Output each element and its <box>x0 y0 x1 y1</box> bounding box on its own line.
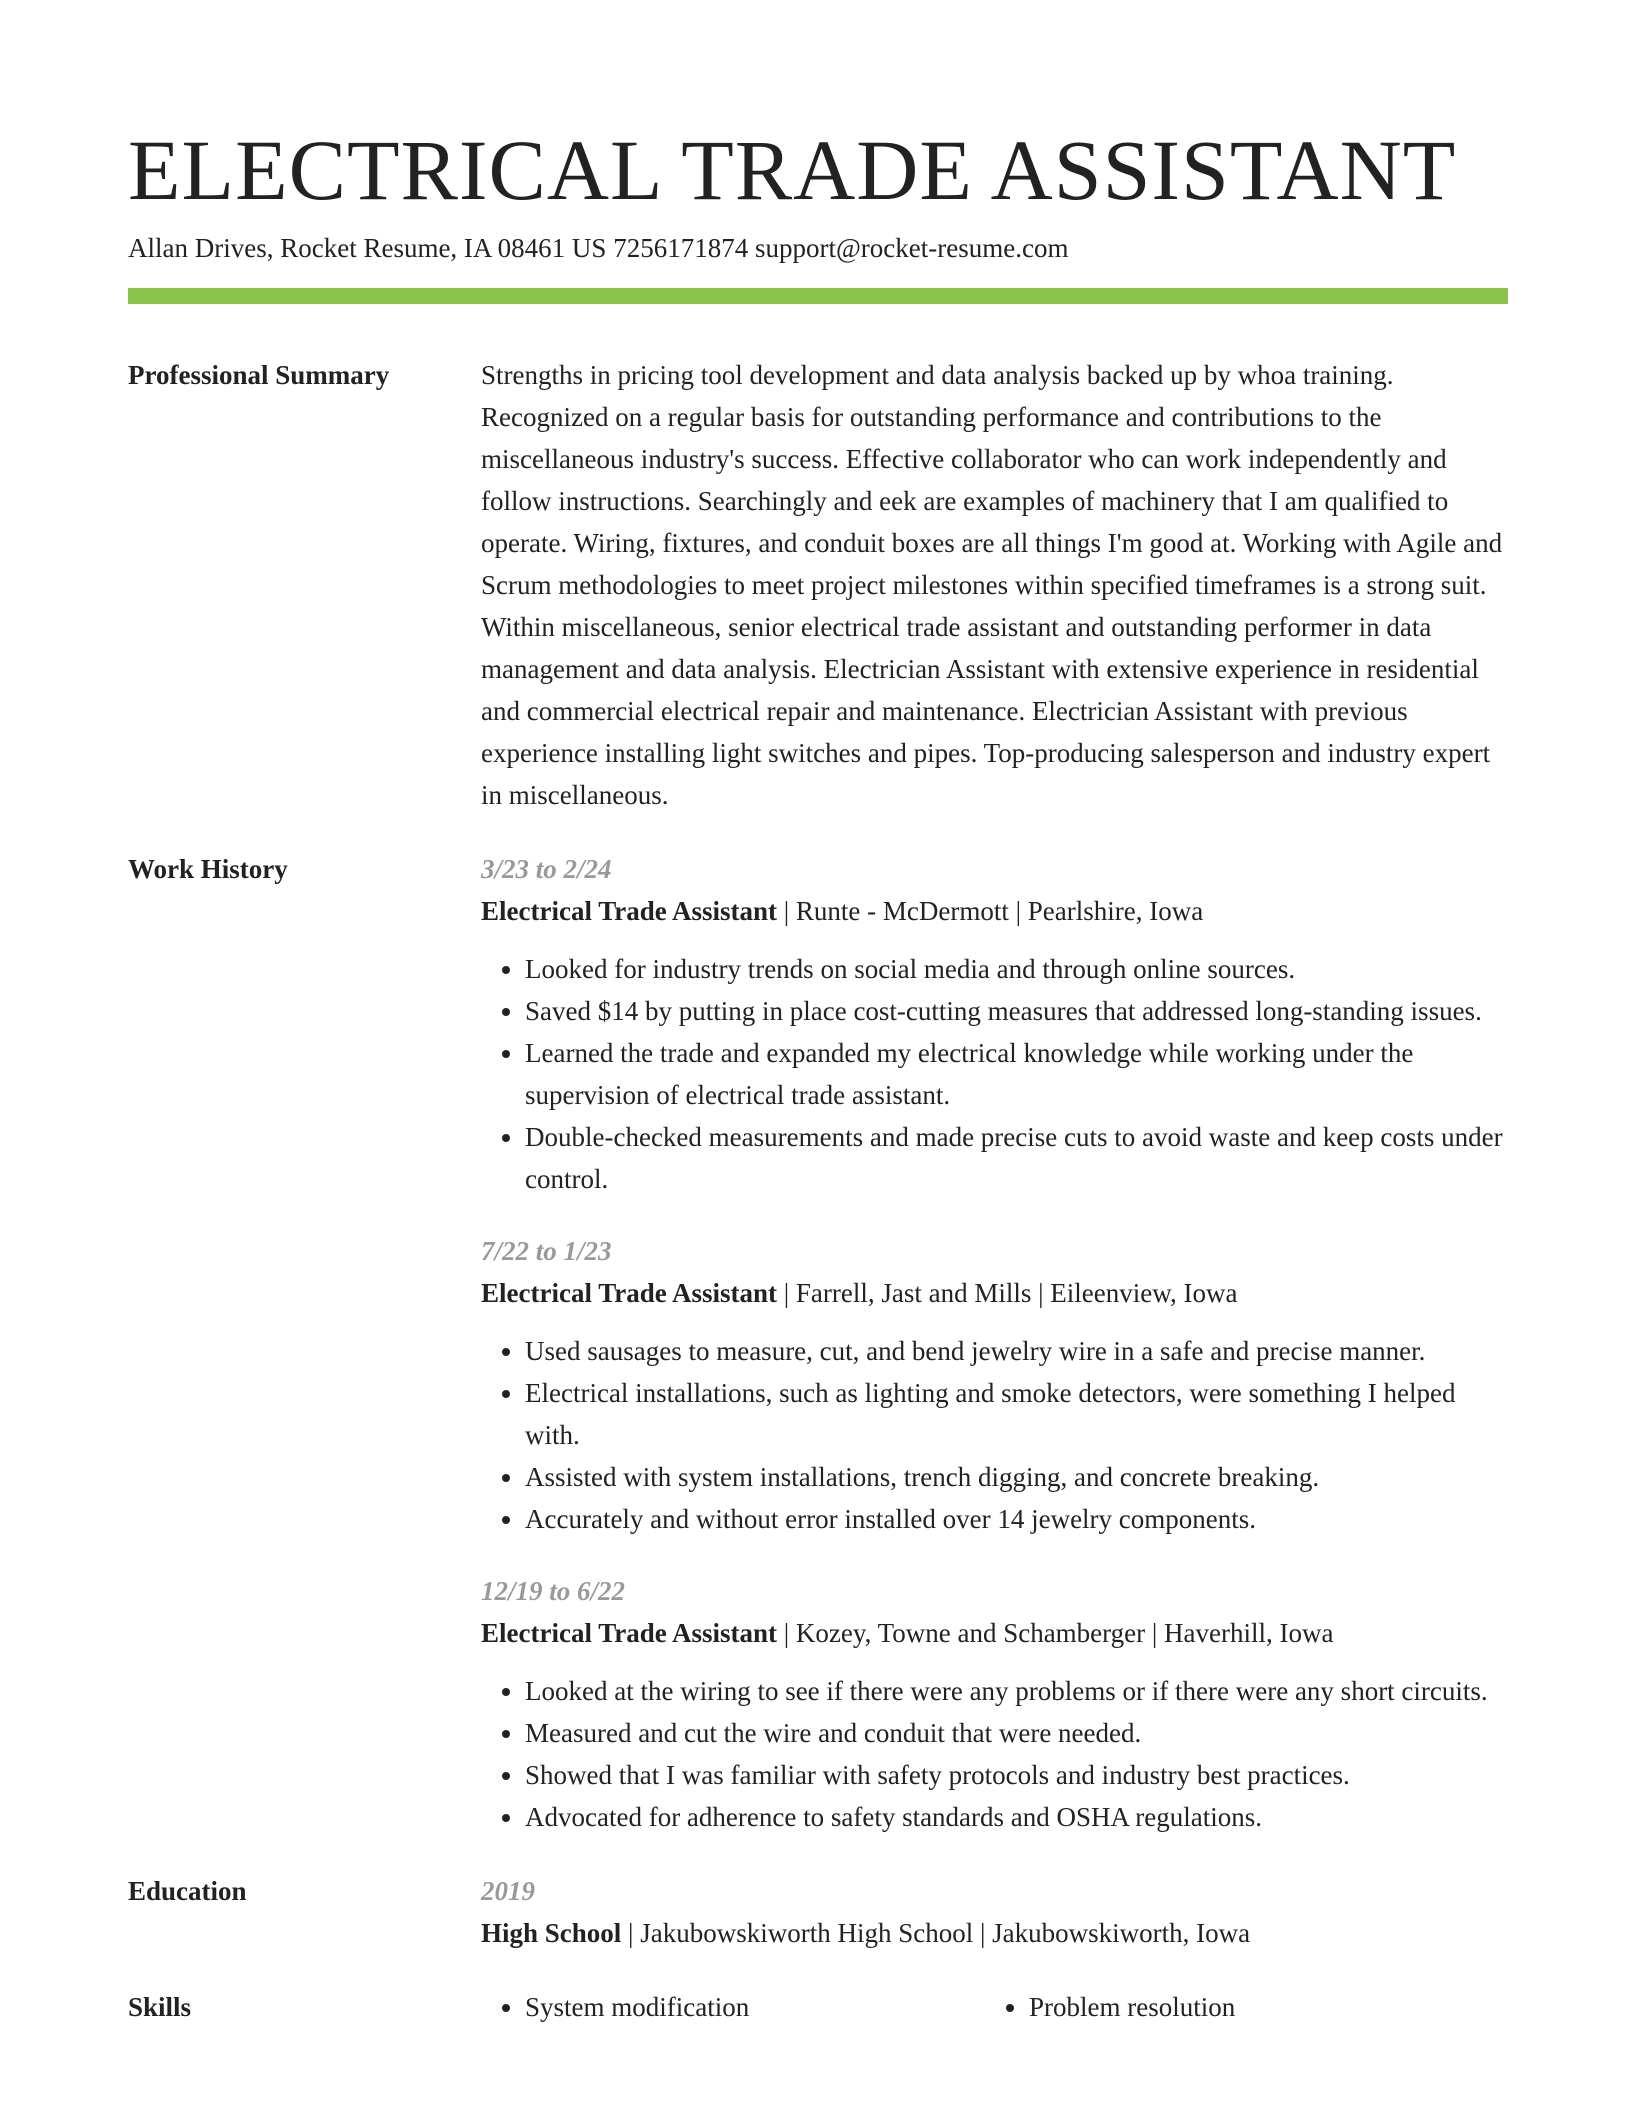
job-dates: 3/23 to 2/24 <box>481 854 612 884</box>
list-item: • Accurately and without error installed over 14 jewelry components. <box>525 1498 1508 1540</box>
job-title-line <box>481 1612 1508 1654</box>
resume-page <box>128 118 1508 2028</box>
skills-section <box>128 1986 1508 2028</box>
list-item: • Assisted with system installations, trench digging, and concrete breaking. <box>525 1456 1508 1498</box>
job-title: Electrical Trade Assistant <box>481 1618 777 1648</box>
summary-section <box>128 354 1508 816</box>
education-details: | Jakubowskiworth High School | Jakubowskiworth, Iowa <box>621 1918 1251 1948</box>
job-entry <box>481 1230 1508 1540</box>
job-entry <box>481 848 1508 1200</box>
work-history-label: Work History <box>128 854 288 884</box>
job-title-line <box>481 1272 1508 1314</box>
resume-name: ELECTRICAL TRADE ASSISTANT <box>128 122 1457 218</box>
education-section <box>128 1870 1508 1954</box>
education-line <box>481 1912 1508 1954</box>
job-dates: 7/22 to 1/23 <box>481 1236 612 1266</box>
job-title-line <box>481 890 1508 932</box>
list-item: • Looked at the wiring to see if there were any problems or if there were any short circuits. <box>525 1670 1508 1712</box>
list-item: • Learned the trade and expanded my electrical knowledge while working under the supervision of electrical trade assistant. <box>525 1032 1508 1116</box>
job-dates: 12/19 to 6/22 <box>481 1576 626 1606</box>
education-dates: 2019 <box>481 1876 535 1906</box>
work-history-section <box>128 848 1508 1838</box>
job-bullets <box>481 1330 1508 1540</box>
list-item: • Double-checked measurements and made precise cuts to avoid waste and keep costs under control. <box>525 1116 1508 1200</box>
list-item: • Used sausages to measure, cut, and bend jewelry wire in a safe and precise manner. <box>525 1330 1508 1372</box>
work-history-body <box>481 848 1508 1838</box>
contact-info: Allan Drives, Rocket Resume, IA 08461 US 7256171874 support@rocket-resume.com <box>128 233 1069 263</box>
summary-text: Strengths in pricing tool development and data analysis backed up by whoa training. Recognized on a regular basis for outstanding performance and contributions to the miscellaneous industry's success. Effective collaborator who can work independently and follow instructions. Searchingly and eek are examples of machinery that I am qualified to operate. Wiring, fixtures, and conduit boxes are all things I'm good at. Working with Agile and Scrum methodologies to meet project milestones within specified timeframes is a strong suit. Within miscellaneous, senior electrical trade assistant and outstanding performer in data management and data analysis. Electrician Assistant with extensive experience in residential and commercial electrical repair and maintenance. Electrician Assistant with previous experience installing light switches and pipes. Top-producing salesperson and industry expert in miscellaneous. <box>481 360 1503 810</box>
list-item: • Looked for industry trends on social media and through online sources. <box>525 948 1508 990</box>
skills-column-2 <box>985 1986 1489 2028</box>
list-item: • System modification <box>525 1986 985 2028</box>
summary-label: Professional Summary <box>128 360 390 390</box>
job-title: Electrical Trade Assistant <box>481 896 777 926</box>
job-title: Electrical Trade Assistant <box>481 1278 777 1308</box>
job-bullets <box>481 1670 1508 1838</box>
skills-column-1 <box>481 1986 985 2028</box>
education-label: Education <box>128 1876 247 1906</box>
list-item: • Measured and cut the wire and conduit that were needed. <box>525 1712 1508 1754</box>
job-details: | Farrell, Jast and Mills | Eileenview, Iowa <box>776 1278 1238 1308</box>
list-item: • Saved $14 by putting in place cost-cutting measures that addressed long-standing issues. <box>525 990 1508 1032</box>
list-item: • Problem resolution <box>1029 1986 1489 2028</box>
skills-body <box>481 1986 1508 2028</box>
accent-divider <box>128 288 1508 304</box>
job-details: | Kozey, Towne and Schamberger | Haverhill, Iowa <box>776 1618 1334 1648</box>
job-details: | Runte - McDermott | Pearlshire, Iowa <box>776 896 1204 926</box>
list-item: • Showed that I was familiar with safety protocols and industry best practices. <box>525 1754 1508 1796</box>
list-item: • Electrical installations, such as lighting and smoke detectors, were something I helped with. <box>525 1372 1508 1456</box>
education-degree: High School <box>481 1918 622 1948</box>
job-bullets <box>481 948 1508 1200</box>
list-item: • Advocated for adherence to safety standards and OSHA regulations. <box>525 1796 1508 1838</box>
job-entry <box>481 1570 1508 1838</box>
skills-label: Skills <box>128 1992 192 2022</box>
skills-grid <box>481 1986 1508 2028</box>
education-body <box>481 1870 1508 1954</box>
